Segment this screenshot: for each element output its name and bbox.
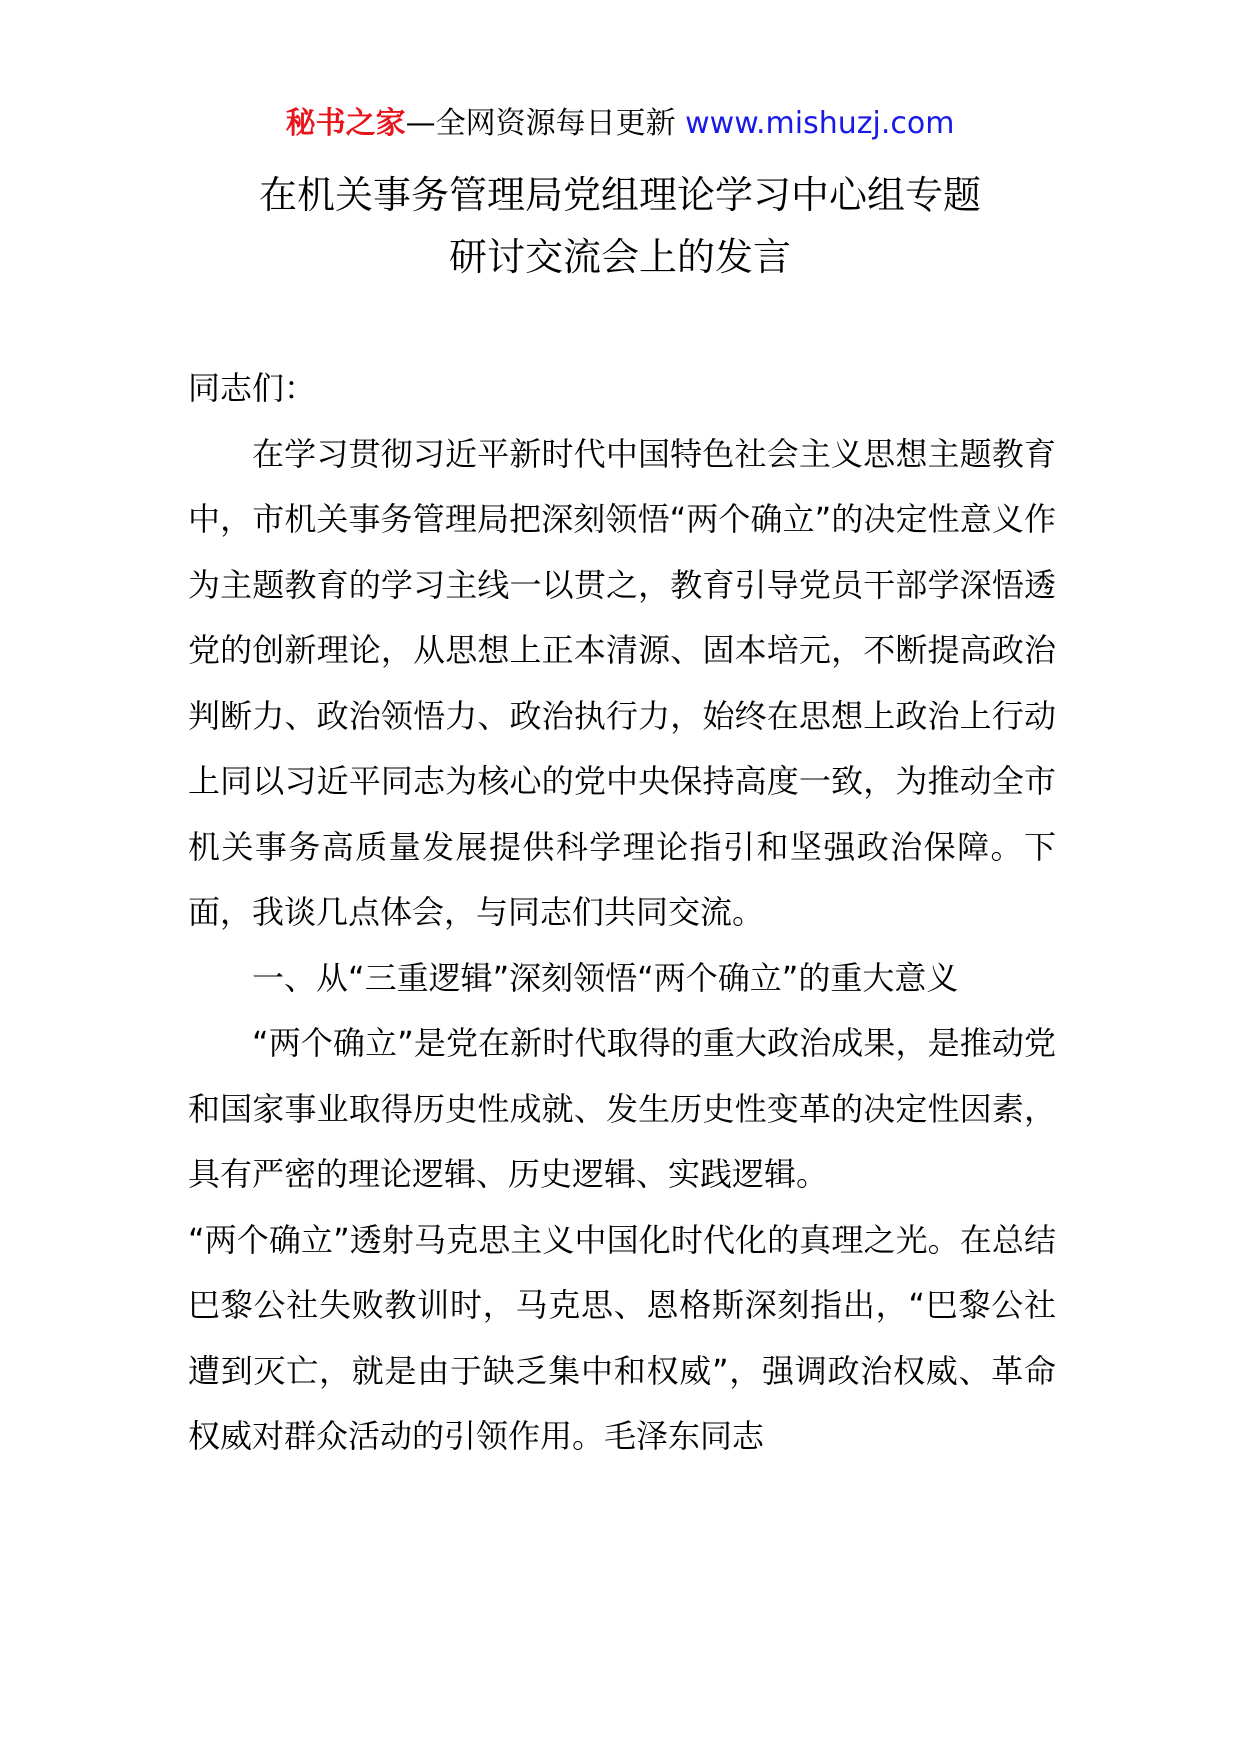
paragraph-continuation: “两个确立”透射马克思主义中国化时代化的真理之光。在总结巴黎公社失败教训时，马克思、恩格斯深刻指出，“巴黎公社遭到灭亡，就是由于缺乏集中和权威”，强调政治权威、革命权威对群众活动的引领作用。毛泽东同志 [188, 1220, 1056, 1455]
document-body [188, 356, 1056, 1470]
section-heading-1: 一、从“三重逻辑”深刻领悟“两个确立”的重大意义 [252, 958, 959, 997]
site-banner [0, 104, 1240, 144]
site-url-link[interactable]: www.mishuzj.com [685, 106, 955, 141]
document-title [150, 164, 1090, 288]
salutation: 同志们： [188, 369, 317, 407]
title-line-1: 在机关事务管理局党组理论学习中心组专题 [258, 173, 981, 217]
site-slogan: —全网资源每日更新 [405, 106, 676, 141]
title-line-2: 研讨交流会上的发言 [448, 235, 791, 279]
paragraph-intro: 在学习贯彻习近平新时代中国特色社会主义思想主题教育中，市机关事务管理局把深刻领悟“两个确立”的决定性意义作为主题教育的学习主线一以贯之，教育引导党员干部学深悟透党的创新理论，从思想上正本清源、固本培元，不断提高政治判断力、政治领悟力、政治执行力，始终在思想上政治上行动上同以习近平同志为核心的党中央保持高度一致，为推动全市机关事务高质量发展提供科学理论指引和坚强政治保障。下面，我谈几点体会，与同志们共同交流。 [188, 434, 1056, 931]
site-brand: 秘书之家 [285, 106, 406, 141]
paragraph-section-1: “两个确立”是党在新时代取得的重大政治成果，是推动党和国家事业取得历史性成就、发生历史性变革的决定性因素，具有严密的理论逻辑、历史逻辑、实践逻辑。 [188, 1024, 1056, 1193]
